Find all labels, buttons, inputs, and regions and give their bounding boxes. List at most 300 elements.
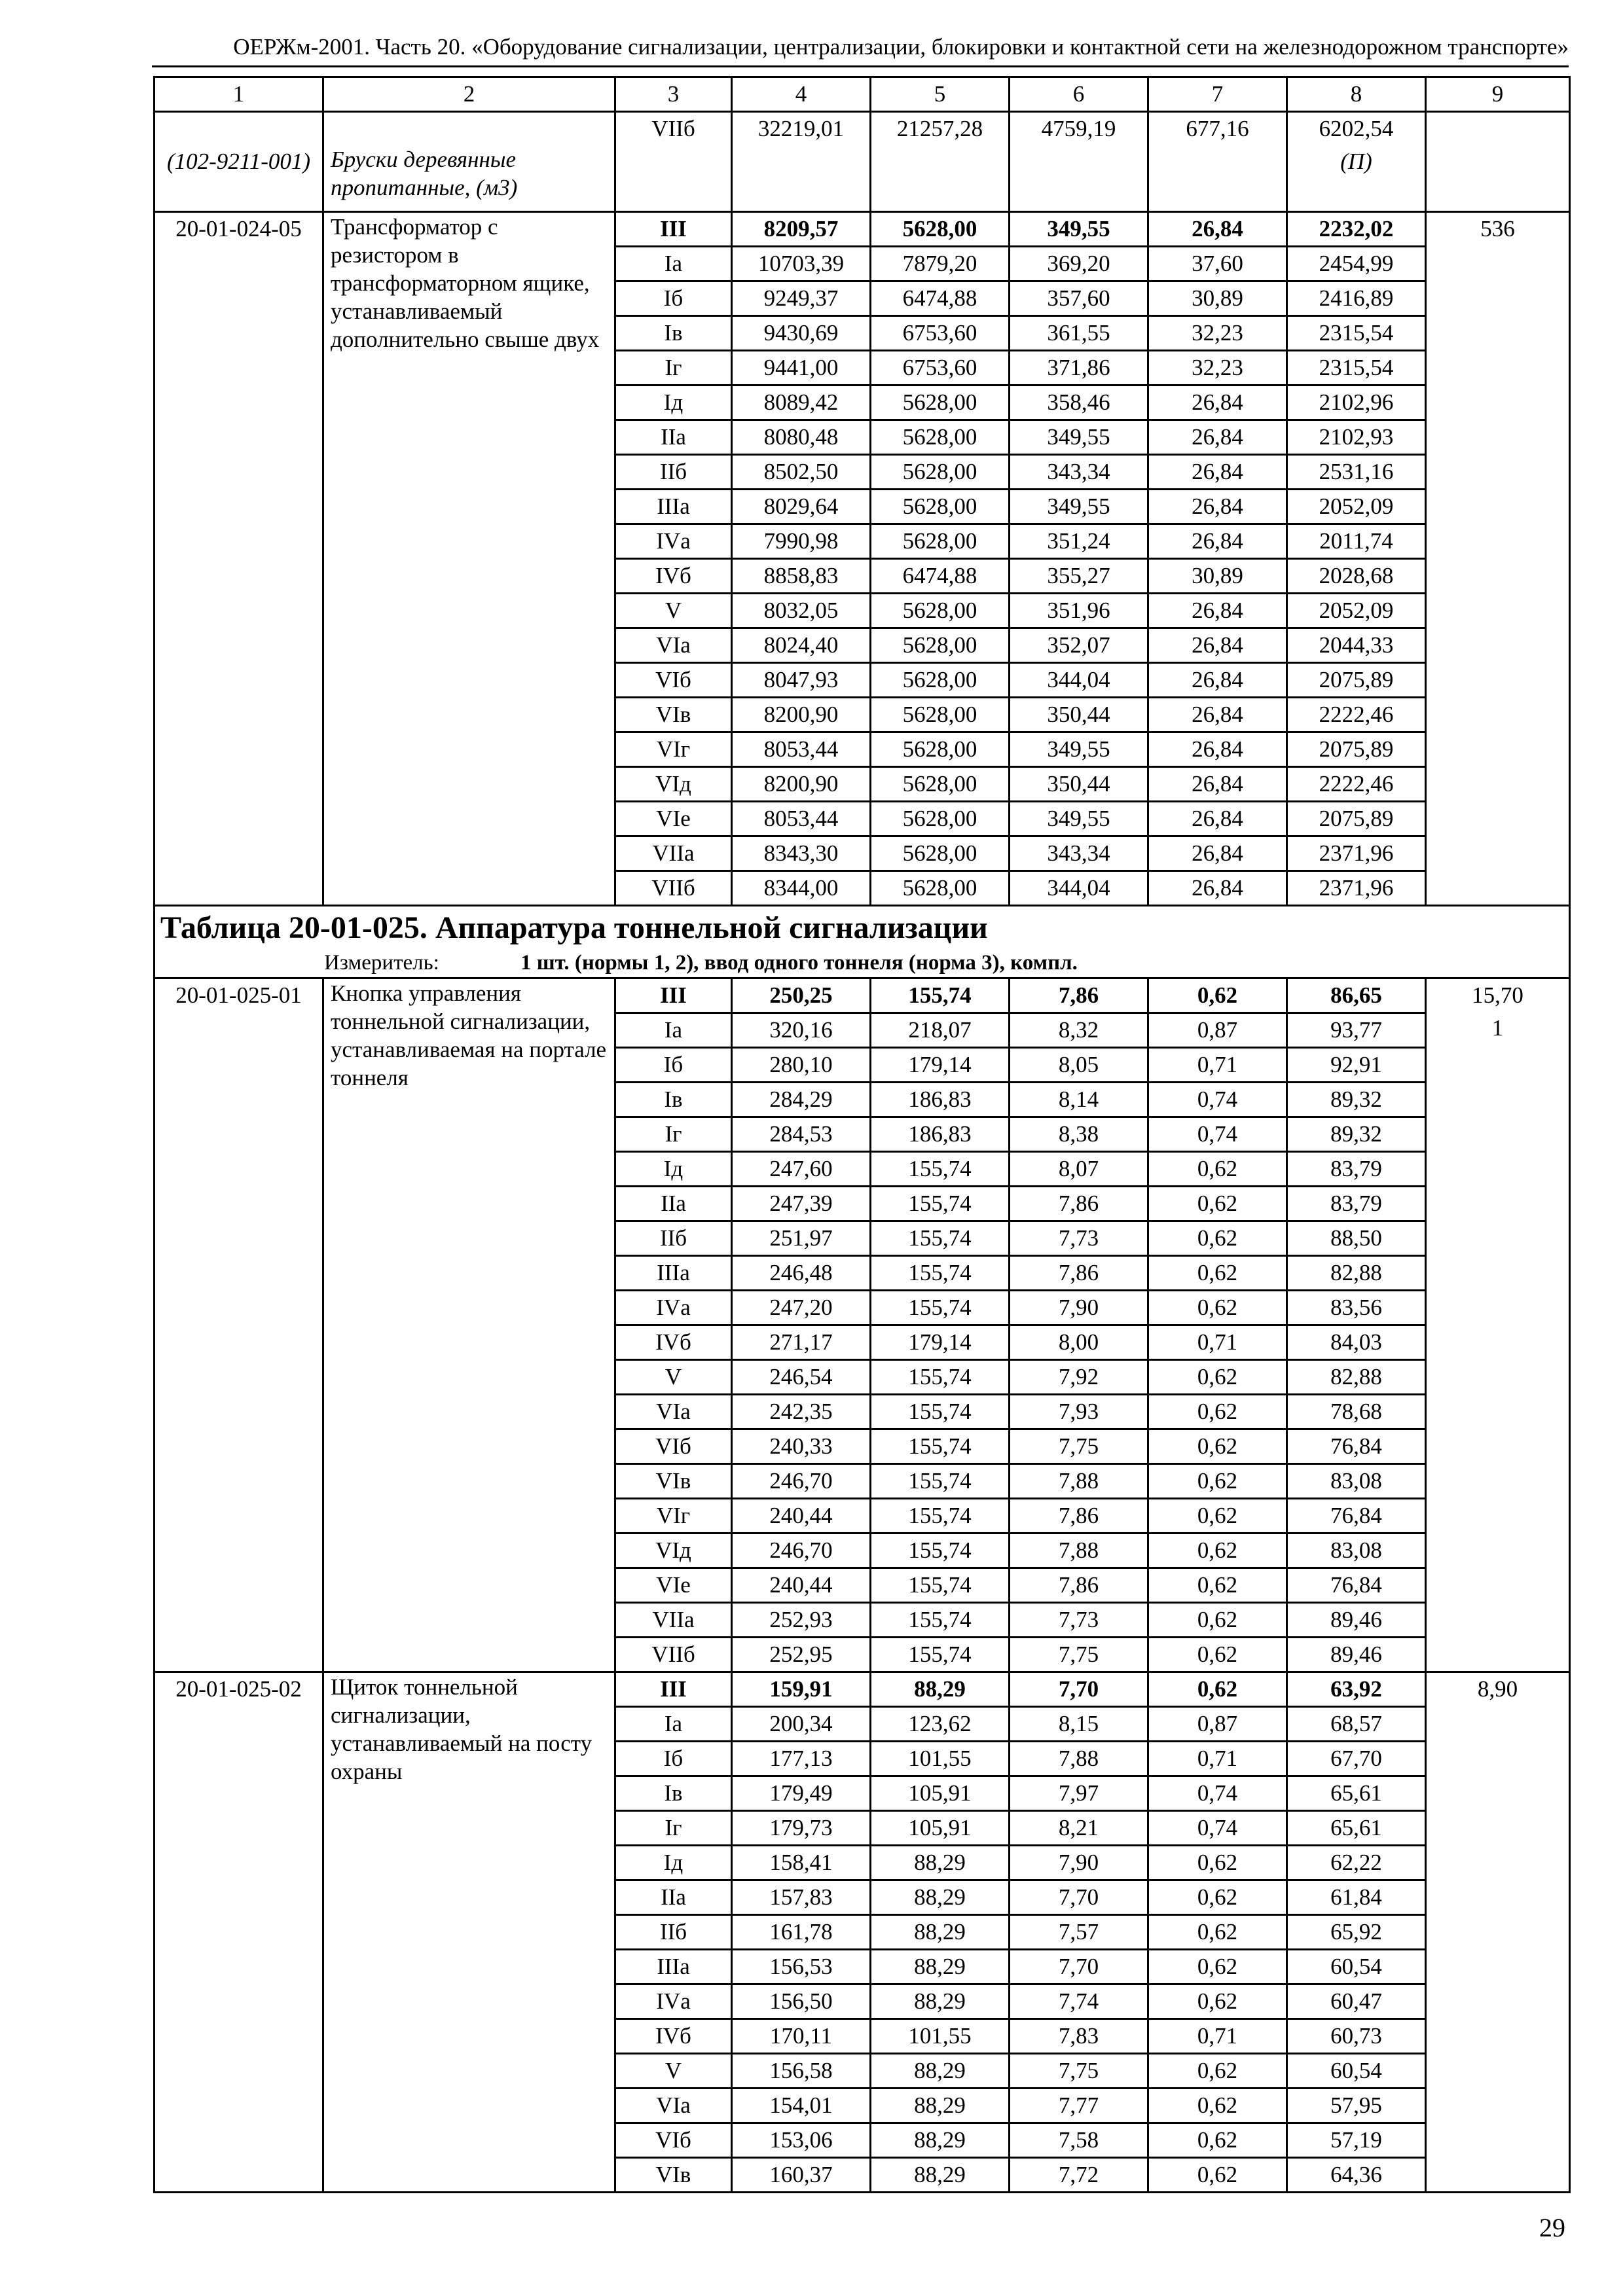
value-cell: 246,70 xyxy=(732,1534,871,1568)
value-cell: 30,89 xyxy=(1148,559,1287,594)
value-cell: 5628,00 xyxy=(871,594,1010,628)
zone-cell: VIв xyxy=(615,2158,732,2193)
value-cell: 83,79 xyxy=(1287,1152,1426,1187)
value-cell: 2011,74 xyxy=(1287,524,1426,559)
zone-cell: Iв xyxy=(615,1083,732,1117)
value-cell: 10703,39 xyxy=(732,247,871,281)
value-cell: 2102,93 xyxy=(1287,420,1426,455)
value-cell: 156,50 xyxy=(732,1984,871,2019)
value-cell: 65,61 xyxy=(1287,1811,1426,1846)
value-cell: 8,07 xyxy=(1010,1152,1148,1187)
zone-cell: IIб xyxy=(615,1221,732,1256)
table-caption xyxy=(155,906,1570,978)
value-cell: 8053,44 xyxy=(732,732,871,767)
value-cell: 8047,93 xyxy=(732,663,871,698)
value-cell: 8024,40 xyxy=(732,628,871,663)
value-cell: 155,74 xyxy=(871,1499,1010,1534)
value-cell: 88,29 xyxy=(871,1950,1010,1984)
value-cell: 0,62 xyxy=(1148,1846,1287,1880)
zone-cell: VIг xyxy=(615,1499,732,1534)
value-cell: 0,62 xyxy=(1148,1395,1287,1429)
value-cell: 349,55 xyxy=(1010,802,1148,836)
value-cell: 2531,16 xyxy=(1287,455,1426,490)
price-note: (П) xyxy=(1340,149,1372,174)
norm-code: 20-01-025-02 xyxy=(155,1672,323,2193)
value-cell: 252,93 xyxy=(732,1603,871,1638)
value-cell: 8032,05 xyxy=(732,594,871,628)
value-cell: 88,29 xyxy=(871,2054,1010,2089)
value-cell: 6202,54 (П) xyxy=(1287,112,1426,212)
value-cell: 0,62 xyxy=(1148,1638,1287,1672)
labor-cost-cell xyxy=(1426,212,1570,906)
labor-cost-cell xyxy=(1426,1672,1570,2193)
col9-value: 8,90 xyxy=(1477,1676,1518,1702)
value-cell: 8,00 xyxy=(1010,1325,1148,1360)
value-cell: 5628,00 xyxy=(871,212,1010,247)
value-cell: 343,34 xyxy=(1010,836,1148,871)
value-cell: 240,44 xyxy=(732,1568,871,1603)
value-cell: 7,90 xyxy=(1010,1291,1148,1325)
value-cell: 26,84 xyxy=(1148,767,1287,802)
value-cell: 155,74 xyxy=(871,1395,1010,1429)
value-cell: 88,29 xyxy=(871,1984,1010,2019)
col-num: 4 xyxy=(732,77,871,112)
value-cell: 82,88 xyxy=(1287,1256,1426,1291)
value-cell: 62,22 xyxy=(1287,1846,1426,1880)
value-cell: 361,55 xyxy=(1010,316,1148,351)
value-cell: 89,32 xyxy=(1287,1117,1426,1152)
value-cell: 0,71 xyxy=(1148,2019,1287,2054)
value-cell: 0,62 xyxy=(1148,1603,1287,1638)
value-cell: 26,84 xyxy=(1148,455,1287,490)
zone-cell: Iв xyxy=(615,1776,732,1811)
zone-cell: VIIб xyxy=(615,871,732,906)
value-cell: 0,62 xyxy=(1148,1672,1287,1707)
value-cell: 5628,00 xyxy=(871,663,1010,698)
value-cell: 26,84 xyxy=(1148,594,1287,628)
value-cell: 369,20 xyxy=(1010,247,1148,281)
value-cell: 7,70 xyxy=(1010,1950,1148,1984)
value-cell: 8200,90 xyxy=(732,698,871,732)
value-cell: 349,55 xyxy=(1010,420,1148,455)
zone-cell: VIа xyxy=(615,2089,732,2123)
value-cell: 2052,09 xyxy=(1287,490,1426,524)
value-cell: 6474,88 xyxy=(871,281,1010,316)
value-cell: 88,29 xyxy=(871,2089,1010,2123)
zone-cell: Iг xyxy=(615,351,732,386)
value-cell: 158,41 xyxy=(732,1846,871,1880)
value-cell: 5628,00 xyxy=(871,455,1010,490)
value-cell: 8343,30 xyxy=(732,836,871,871)
value-cell: 156,58 xyxy=(732,2054,871,2089)
value-cell: 200,34 xyxy=(732,1707,871,1742)
labor-cost-cell xyxy=(1426,978,1570,1672)
value-cell: 155,74 xyxy=(871,1534,1010,1568)
value-cell: 246,54 xyxy=(732,1360,871,1395)
value-cell: 155,74 xyxy=(871,1256,1010,1291)
value-cell: 5628,00 xyxy=(871,490,1010,524)
zone-cell: IIа xyxy=(615,1187,732,1221)
value-cell: 159,91 xyxy=(732,1672,871,1707)
value-cell: 7,75 xyxy=(1010,1638,1148,1672)
value-cell: 350,44 xyxy=(1010,698,1148,732)
value-cell: 26,84 xyxy=(1148,663,1287,698)
value-cell: 160,37 xyxy=(732,2158,871,2193)
zone-cell: VIIа xyxy=(615,836,732,871)
value-cell: 251,97 xyxy=(732,1221,871,1256)
zone-cell: VIе xyxy=(615,802,732,836)
value-cell: 32219,01 xyxy=(732,112,871,212)
value-cell: 88,29 xyxy=(871,1880,1010,1915)
value-cell: 5628,00 xyxy=(871,767,1010,802)
value-cell: 101,55 xyxy=(871,2019,1010,2054)
meter-value: 1 шт. (нормы 1, 2), ввод одного тоннеля (норма 3), компл. xyxy=(520,951,1078,975)
zone-cell: IVа xyxy=(615,1291,732,1325)
value-cell: 6753,60 xyxy=(871,316,1010,351)
value-cell: 83,08 xyxy=(1287,1534,1426,1568)
value-cell: 88,29 xyxy=(871,1846,1010,1880)
value-cell: 284,53 xyxy=(732,1117,871,1152)
value-cell: 7,88 xyxy=(1010,1534,1148,1568)
value-cell: 0,62 xyxy=(1148,2158,1287,2193)
value-cell: 0,62 xyxy=(1148,1152,1287,1187)
value-cell: 0,62 xyxy=(1148,1499,1287,1534)
value-cell: 68,57 xyxy=(1287,1707,1426,1742)
value-cell: 92,91 xyxy=(1287,1048,1426,1083)
value-cell: 7,92 xyxy=(1010,1360,1148,1395)
value-cell: 2028,68 xyxy=(1287,559,1426,594)
value-cell: 355,27 xyxy=(1010,559,1148,594)
zone-cell: VIIа xyxy=(615,1603,732,1638)
value-cell: 2222,46 xyxy=(1287,698,1426,732)
col9-value: 15,70 xyxy=(1472,982,1523,1008)
norm-code: 20-01-025-01 xyxy=(155,978,323,1672)
value-cell: 7,83 xyxy=(1010,2019,1148,2054)
zone-cell: IIа xyxy=(615,420,732,455)
value-cell: 26,84 xyxy=(1148,732,1287,767)
value-cell: 155,74 xyxy=(871,1429,1010,1464)
value-cell: 247,60 xyxy=(732,1152,871,1187)
value-cell: 0,62 xyxy=(1148,1464,1287,1499)
table-row xyxy=(155,212,1570,247)
table-row xyxy=(155,978,1570,1013)
value-cell: 2075,89 xyxy=(1287,802,1426,836)
zone-cell: Iд xyxy=(615,386,732,420)
zone-cell: VIб xyxy=(615,2123,732,2158)
value-cell: 161,78 xyxy=(732,1915,871,1950)
value-cell: 7,75 xyxy=(1010,1429,1148,1464)
value-cell: 32,23 xyxy=(1148,316,1287,351)
value-cell: 60,54 xyxy=(1287,1950,1426,1984)
value-cell: 8029,64 xyxy=(732,490,871,524)
value-cell: 170,11 xyxy=(732,2019,871,2054)
col9-value: 536 xyxy=(1480,216,1515,242)
value-cell: 9430,69 xyxy=(732,316,871,351)
material-name: Бруски деревянные пропитанные, (м3) xyxy=(323,112,615,212)
value-cell: 0,62 xyxy=(1148,1221,1287,1256)
value-cell: 0,62 xyxy=(1148,1429,1287,1464)
value-cell: 0,74 xyxy=(1148,1776,1287,1811)
zone-cell: IVб xyxy=(615,559,732,594)
norm-name: Щиток тоннельной сигнализации, устанавливаемый на посту охраны xyxy=(323,1672,615,2193)
value-cell: 76,84 xyxy=(1287,1429,1426,1464)
value-cell: 7,88 xyxy=(1010,1464,1148,1499)
value-cell: 105,91 xyxy=(871,1811,1010,1846)
value-cell: 0,62 xyxy=(1148,1187,1287,1221)
value-cell: 0,62 xyxy=(1148,1915,1287,1950)
value-cell: 26,84 xyxy=(1148,698,1287,732)
zone-cell: IVб xyxy=(615,1325,732,1360)
zone-cell: IVа xyxy=(615,1984,732,2019)
zone-cell: VIб xyxy=(615,1429,732,1464)
zone-cell: IIб xyxy=(615,455,732,490)
value-cell: 349,55 xyxy=(1010,732,1148,767)
value-cell: 63,92 xyxy=(1287,1672,1426,1707)
value-cell: 0,74 xyxy=(1148,1083,1287,1117)
zone-cell: VIе xyxy=(615,1568,732,1603)
value-cell: 5628,00 xyxy=(871,420,1010,455)
col-num: 7 xyxy=(1148,77,1287,112)
value-cell: 351,96 xyxy=(1010,594,1148,628)
material-code: (102-9211-001) xyxy=(155,112,323,212)
zone-cell: Iб xyxy=(615,281,732,316)
value-cell: 8502,50 xyxy=(732,455,871,490)
value-cell: 26,84 xyxy=(1148,490,1287,524)
meter-line xyxy=(160,950,1569,977)
value-cell: 7,58 xyxy=(1010,2123,1148,2158)
value-cell: 7,72 xyxy=(1010,2158,1148,2193)
value-cell: 101,55 xyxy=(871,1742,1010,1776)
value-cell: 179,14 xyxy=(871,1325,1010,1360)
zone-cell: IVа xyxy=(615,524,732,559)
value-cell: 0,62 xyxy=(1148,1880,1287,1915)
value-cell: 7,74 xyxy=(1010,1984,1148,2019)
value-cell: 21257,28 xyxy=(871,112,1010,212)
value-cell: 2315,54 xyxy=(1287,316,1426,351)
value-cell: 246,70 xyxy=(732,1464,871,1499)
table-caption-row xyxy=(155,906,1570,978)
zone-cell: Iб xyxy=(615,1742,732,1776)
value-cell: 9441,00 xyxy=(732,351,871,386)
value-cell: 155,74 xyxy=(871,1221,1010,1256)
col-num: 5 xyxy=(871,77,1010,112)
value-cell: 246,48 xyxy=(732,1256,871,1291)
value-cell: 8858,83 xyxy=(732,559,871,594)
value-cell: 88,50 xyxy=(1287,1221,1426,1256)
zone-cell: III xyxy=(615,212,732,247)
zone-cell: VIб xyxy=(615,663,732,698)
value-cell: 88,29 xyxy=(871,2158,1010,2193)
value-cell: 320,16 xyxy=(732,1013,871,1048)
norm-name: Кнопка управления тоннельной сигнализации, устанавливаемая на портале тоннеля xyxy=(323,978,615,1672)
value-cell: 284,29 xyxy=(732,1083,871,1117)
value-cell: 240,44 xyxy=(732,1499,871,1534)
value-cell: 2075,89 xyxy=(1287,732,1426,767)
value-cell: 84,03 xyxy=(1287,1325,1426,1360)
value-cell: 153,06 xyxy=(732,2123,871,2158)
value-cell: 0,62 xyxy=(1148,1950,1287,1984)
value-cell: 7990,98 xyxy=(732,524,871,559)
value-cell: 8,14 xyxy=(1010,1083,1148,1117)
value-cell: 5628,00 xyxy=(871,802,1010,836)
zone-cell: VIг xyxy=(615,732,732,767)
zone-cell: Iб xyxy=(615,1048,732,1083)
zone-cell: Iг xyxy=(615,1811,732,1846)
value-cell: 6753,60 xyxy=(871,351,1010,386)
zone-cell: VIв xyxy=(615,1464,732,1499)
value-cell: 88,29 xyxy=(871,2123,1010,2158)
value-cell: 0,62 xyxy=(1148,1291,1287,1325)
zone-cell: VIа xyxy=(615,628,732,663)
value-cell: 26,84 xyxy=(1148,212,1287,247)
value-cell: 8,21 xyxy=(1010,1811,1148,1846)
value-cell: 7,57 xyxy=(1010,1915,1148,1950)
zone-cell: VIIб xyxy=(615,1638,732,1672)
value-cell: 8,15 xyxy=(1010,1707,1148,1742)
value-cell: 26,84 xyxy=(1148,836,1287,871)
value-cell: 105,91 xyxy=(871,1776,1010,1811)
value-cell: 247,39 xyxy=(732,1187,871,1221)
zone-cell: Iа xyxy=(615,247,732,281)
value-cell: 67,70 xyxy=(1287,1742,1426,1776)
value-cell: 2052,09 xyxy=(1287,594,1426,628)
value-cell: 271,17 xyxy=(732,1325,871,1360)
value-cell: 0,62 xyxy=(1148,2054,1287,2089)
value-cell: 60,54 xyxy=(1287,2054,1426,2089)
col9-value: 1 xyxy=(1491,1015,1504,1041)
value-cell: 250,25 xyxy=(732,978,871,1013)
zone-cell: IIIа xyxy=(615,1256,732,1291)
value-cell: 2044,33 xyxy=(1287,628,1426,663)
value-cell: 155,74 xyxy=(871,1464,1010,1499)
value-cell: 7,90 xyxy=(1010,1846,1148,1880)
value-cell: 0,87 xyxy=(1148,1013,1287,1048)
value-cell: 7,86 xyxy=(1010,1499,1148,1534)
value-cell: 26,84 xyxy=(1148,524,1287,559)
value-cell: 157,83 xyxy=(732,1880,871,1915)
value-cell: 155,74 xyxy=(871,1360,1010,1395)
zone-cell: Iа xyxy=(615,1013,732,1048)
value-cell: 89,46 xyxy=(1287,1603,1426,1638)
value-cell: 8,38 xyxy=(1010,1117,1148,1152)
value-cell: 2075,89 xyxy=(1287,663,1426,698)
meter-label: Измеритель: xyxy=(324,951,439,975)
value-cell: 349,55 xyxy=(1010,212,1148,247)
value-cell: 0,62 xyxy=(1148,1534,1287,1568)
value-cell: 8209,57 xyxy=(732,212,871,247)
value-cell: 155,74 xyxy=(871,1568,1010,1603)
value-cell: 0,62 xyxy=(1148,978,1287,1013)
value-cell: 240,33 xyxy=(732,1429,871,1464)
value-cell: 5628,00 xyxy=(871,698,1010,732)
value-cell: 0,62 xyxy=(1148,1984,1287,2019)
value-cell: 0,74 xyxy=(1148,1117,1287,1152)
value-cell: 83,08 xyxy=(1287,1464,1426,1499)
value-cell: 5628,00 xyxy=(871,732,1010,767)
page-number: 29 xyxy=(1539,2213,1565,2242)
value-cell: 8,05 xyxy=(1010,1048,1148,1083)
value-cell: 352,07 xyxy=(1010,628,1148,663)
value-cell: 83,79 xyxy=(1287,1187,1426,1221)
value-cell: 65,92 xyxy=(1287,1915,1426,1950)
zone-cell: VIв xyxy=(615,698,732,732)
value-cell: 218,07 xyxy=(871,1013,1010,1048)
zone-cell: IIа xyxy=(615,1880,732,1915)
value-cell: 677,16 xyxy=(1148,112,1287,212)
value-cell: 155,74 xyxy=(871,1187,1010,1221)
zone-cell: VIд xyxy=(615,1534,732,1568)
zone-cell: V xyxy=(615,1360,732,1395)
value-cell: 83,56 xyxy=(1287,1291,1426,1325)
value-cell: 76,84 xyxy=(1287,1568,1426,1603)
value-cell: 76,84 xyxy=(1287,1499,1426,1534)
value-cell: 155,74 xyxy=(871,1152,1010,1187)
value-cell: 7,77 xyxy=(1010,2089,1148,2123)
value-cell: 349,55 xyxy=(1010,490,1148,524)
value-cell: 0,62 xyxy=(1148,1568,1287,1603)
value-cell: 26,84 xyxy=(1148,386,1287,420)
value-cell: 2315,54 xyxy=(1287,351,1426,386)
value-cell: 2222,46 xyxy=(1287,767,1426,802)
value-cell: 8080,48 xyxy=(732,420,871,455)
zone-cell: III xyxy=(615,978,732,1013)
value-cell: 155,74 xyxy=(871,1603,1010,1638)
value-cell: 343,34 xyxy=(1010,455,1148,490)
value-cell: 155,74 xyxy=(871,978,1010,1013)
value-cell: 247,20 xyxy=(732,1291,871,1325)
value-cell: 0,62 xyxy=(1148,1360,1287,1395)
value-cell: 89,32 xyxy=(1287,1083,1426,1117)
table-caption-title: Таблица 20-01-025. Аппаратура тоннельной сигнализации xyxy=(160,910,988,945)
value-cell: 186,83 xyxy=(871,1117,1010,1152)
value-cell: 351,24 xyxy=(1010,524,1148,559)
value-cell: 8200,90 xyxy=(732,767,871,802)
value-cell: 5628,00 xyxy=(871,628,1010,663)
value-cell: 344,04 xyxy=(1010,663,1148,698)
value-cell: 57,95 xyxy=(1287,2089,1426,2123)
value-cell: 350,44 xyxy=(1010,767,1148,802)
value-cell: 155,74 xyxy=(871,1638,1010,1672)
value-cell: 57,19 xyxy=(1287,2123,1426,2158)
norm-name: Трансформатор с резистором в трансформаторном ящике, устанавливаемый дополнительно свыше двух xyxy=(323,212,615,906)
value-cell: 155,74 xyxy=(871,1291,1010,1325)
value-cell: 78,68 xyxy=(1287,1395,1426,1429)
zone-cell: Iв xyxy=(615,316,732,351)
value-cell: 89,46 xyxy=(1287,1638,1426,1672)
zone-cell: Iг xyxy=(615,1117,732,1152)
zone-cell: VIд xyxy=(615,767,732,802)
value-cell: 156,53 xyxy=(732,1950,871,1984)
value-cell: 242,35 xyxy=(732,1395,871,1429)
value-cell: 179,73 xyxy=(732,1811,871,1846)
zone-cell: V xyxy=(615,594,732,628)
value-cell: 2371,96 xyxy=(1287,836,1426,871)
value-cell: 0,71 xyxy=(1148,1325,1287,1360)
value-cell: 5628,00 xyxy=(871,871,1010,906)
value-cell: 7,97 xyxy=(1010,1776,1148,1811)
col-num: 1 xyxy=(155,77,323,112)
value-cell: 358,46 xyxy=(1010,386,1148,420)
value-cell: 7,73 xyxy=(1010,1603,1148,1638)
value-cell: 179,14 xyxy=(871,1048,1010,1083)
value-cell: 5628,00 xyxy=(871,524,1010,559)
zone-cell: IIIа xyxy=(615,1950,732,1984)
value-cell: 4759,19 xyxy=(1010,112,1148,212)
value-cell: 7,70 xyxy=(1010,1672,1148,1707)
zone-cell: VIIб xyxy=(615,112,732,212)
value-cell: 2232,02 xyxy=(1287,212,1426,247)
value-cell: 252,95 xyxy=(732,1638,871,1672)
